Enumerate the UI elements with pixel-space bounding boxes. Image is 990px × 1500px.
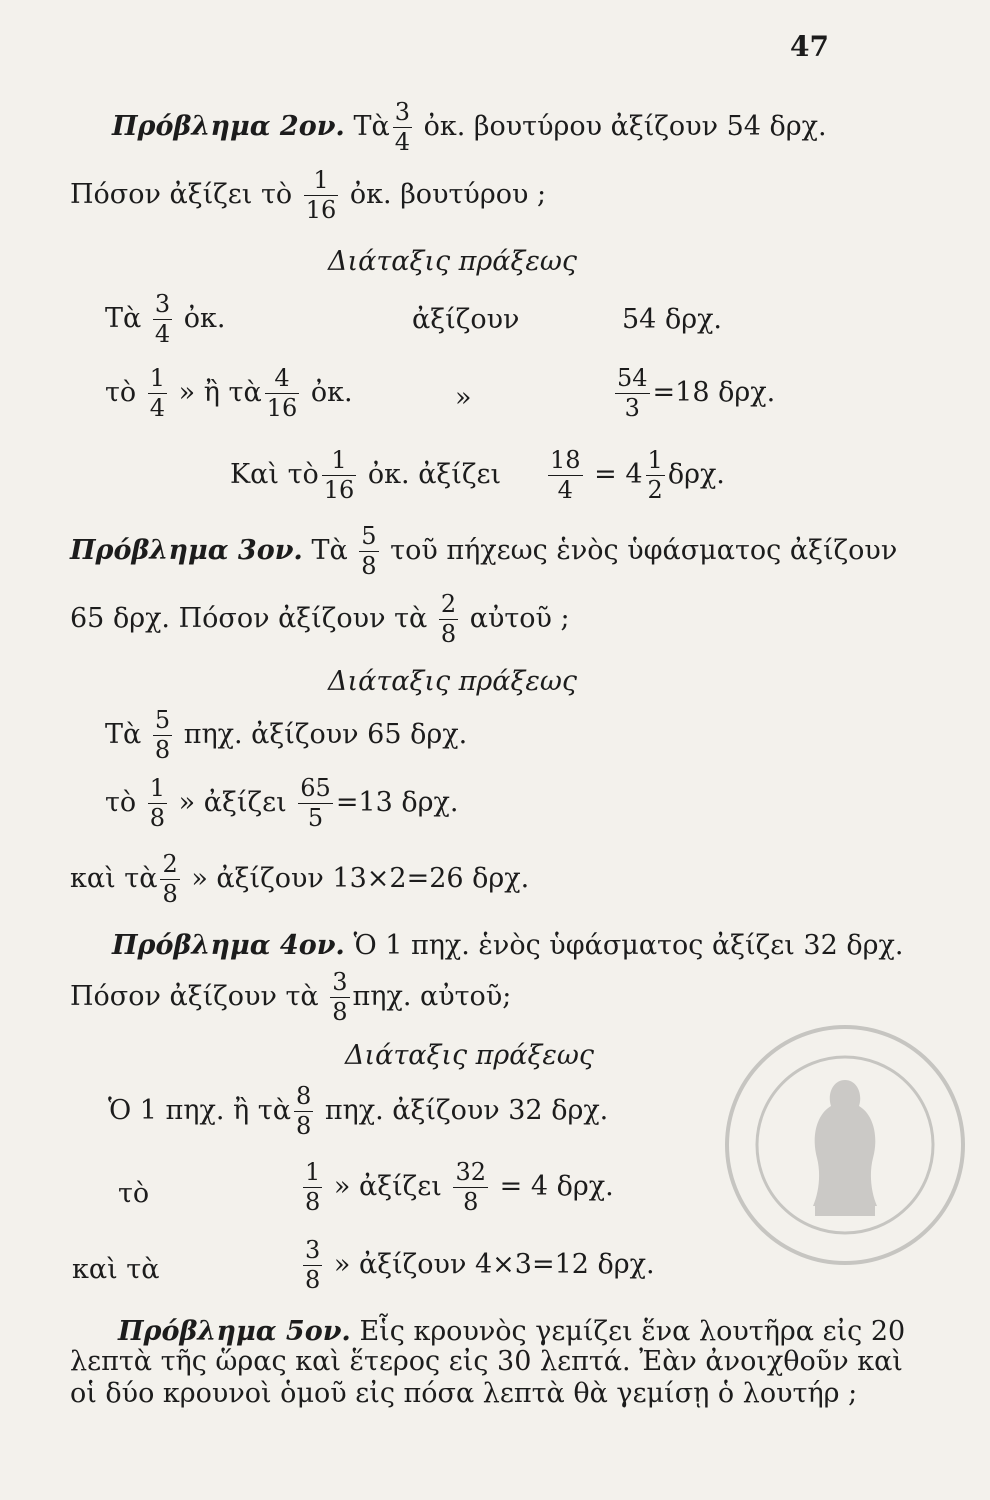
problem-3-diataxis-heading: Διάταξις πράξεως xyxy=(328,666,577,697)
problem-2-row-2: τὸ $\frac{1}{4}$ » ἢ τὰ $\frac{4}{16}$ ὀκ. xyxy=(105,364,353,423)
problem-5-line-3: οἱ δύο κρουνοὶ ὁμοῦ εἰς πόσα λεπτὰ θὰ γεμίσῃ ὁ λουτήρ ; xyxy=(70,1378,858,1409)
problem-4-row-3-label: καὶ τὰ xyxy=(72,1254,160,1285)
fraction: $\frac{3}{8}$ xyxy=(332,968,348,1027)
problem-2-heading: Πρόβλημα 2ον. xyxy=(112,111,345,143)
fraction: $\frac{1}{4}$ xyxy=(149,364,166,423)
problem-3-row-3: καὶ τὰ $\frac{2}{8}$ » ἀξίζουν 13×2=26 δρχ. xyxy=(70,850,530,909)
problem-3-line-2: 65 δρχ. Πόσον ἀξίζουν τὰ $\frac{2}{8}$ αὐτοῦ ; xyxy=(70,590,570,649)
problem-4-heading: Πρόβλημα 4ον. xyxy=(112,930,345,961)
fraction: $\frac{3}{4}$ xyxy=(154,290,171,349)
problem-2-diataxis-heading: Διάταξις πράξεως xyxy=(328,246,577,277)
fraction: $\frac{3}{4}$ xyxy=(394,98,410,157)
fraction: $\frac{3}{8}$ xyxy=(305,1236,321,1295)
fraction: $\frac{1}{16}$ xyxy=(305,166,337,225)
problem-4-line-1: Πρόβλημα 4ον. Ὁ 1 πηχ. ἑνὸς ὑφάσματος ἀξίζει 32 δρχ. xyxy=(112,930,904,961)
fraction: $\frac{1}{2}$ xyxy=(647,446,663,505)
problem-4-row-2: $\frac{1}{8}$ » ἀξίζει $\frac{32}{8}$ = 4 δρχ. xyxy=(305,1158,614,1217)
fraction: $\frac{18}{4}$ xyxy=(550,446,581,505)
fraction: $\frac{5}{8}$ xyxy=(361,522,377,581)
problem-2-row-1-verb: ἀξίζουν xyxy=(412,304,520,335)
problem-4-row-1: Ὁ 1 πηχ. ἢ τὰ $\frac{8}{8}$ πηχ. ἀξίζουν 32 δρχ. xyxy=(108,1082,609,1141)
library-stamp xyxy=(720,1020,970,1270)
problem-2-row-3-result: $\frac{18}{4}$ = 4 $\frac{1}{2}$ δρχ. xyxy=(550,446,725,505)
problem-3-line-1: Πρόβλημα 3ον. Τὰ $\frac{5}{8}$ τοῦ πήχεως ἑνὸς ὑφάσματος ἀξίζουν xyxy=(70,522,898,581)
problem-4-row-2-label: τὸ xyxy=(118,1178,150,1209)
fraction: $\frac{1}{8}$ xyxy=(149,774,166,833)
problem-2-row-2-ditto: » xyxy=(455,382,472,413)
fraction: $\frac{8}{8}$ xyxy=(295,1082,312,1141)
problem-4-row-3: $\frac{3}{8}$ » ἀξίζουν 4×3=12 δρχ. xyxy=(305,1236,655,1295)
fraction: $\frac{4}{16}$ xyxy=(266,364,298,423)
problem-2-line-1: Πρόβλημα 2ον. Τὰ $\frac{3}{4}$ ὀκ. βουτύρου ἀξίζουν 54 δρχ. xyxy=(112,98,827,157)
problem-2-row-2-result: $\frac{54}{3}$ =18 δρχ. xyxy=(617,364,776,423)
problem-3-heading: Πρόβλημα 3ον. xyxy=(70,535,303,567)
problem-2-line-2: Πόσον ἀξίζει τὸ $\frac{1}{16}$ ὀκ. βουτύρου ; xyxy=(70,166,547,225)
problem-2-row-3: Καὶ τὸ $\frac{1}{16}$ ὀκ. ἀξίζει xyxy=(230,446,502,505)
problem-2-row-1-value: 54 δρχ. xyxy=(622,304,723,335)
problem-5-line-2: λεπτὰ τῆς ὥρας καὶ ἕτερος εἰς 30 λεπτά. Ἐὰν ἀνοιχθοῦν καὶ xyxy=(70,1346,903,1377)
fraction: $\frac{1}{16}$ xyxy=(323,446,355,505)
fraction: $\frac{1}{8}$ xyxy=(305,1158,321,1217)
problem-4-diataxis-heading: Διάταξις πράξεως xyxy=(345,1040,594,1071)
fraction: $\frac{5}{8}$ xyxy=(154,706,171,765)
problem-4-line-2: Πόσον ἀξίζουν τὰ $\frac{3}{8}$ πηχ. αὐτοῦ; xyxy=(70,968,512,1027)
fraction: $\frac{2}{8}$ xyxy=(162,850,178,909)
page-number: 47 xyxy=(790,30,829,63)
fraction: $\frac{32}{8}$ xyxy=(455,1158,487,1217)
problem-3-row-2: τὸ $\frac{1}{8}$ » ἀξίζει $\frac{65}{5}$ =13 δρχ. xyxy=(105,774,459,833)
fraction: $\frac{65}{5}$ xyxy=(300,774,331,833)
problem-5-heading: Πρόβλημα 5ον. xyxy=(118,1316,351,1347)
problem-2-row-1: Τὰ $\frac{3}{4}$ ὀκ. xyxy=(105,290,226,349)
fraction: $\frac{54}{3}$ xyxy=(617,364,648,423)
problem-3-row-1: Τὰ $\frac{5}{8}$ πηχ. ἀξίζουν 65 δρχ. xyxy=(105,706,468,765)
problem-5-line-1: Πρόβλημα 5ον. Εἷς κρουνὸς γεμίζει ἕνα λουτῆρα εἰς 20 xyxy=(118,1316,906,1347)
fraction: $\frac{2}{8}$ xyxy=(440,590,457,649)
